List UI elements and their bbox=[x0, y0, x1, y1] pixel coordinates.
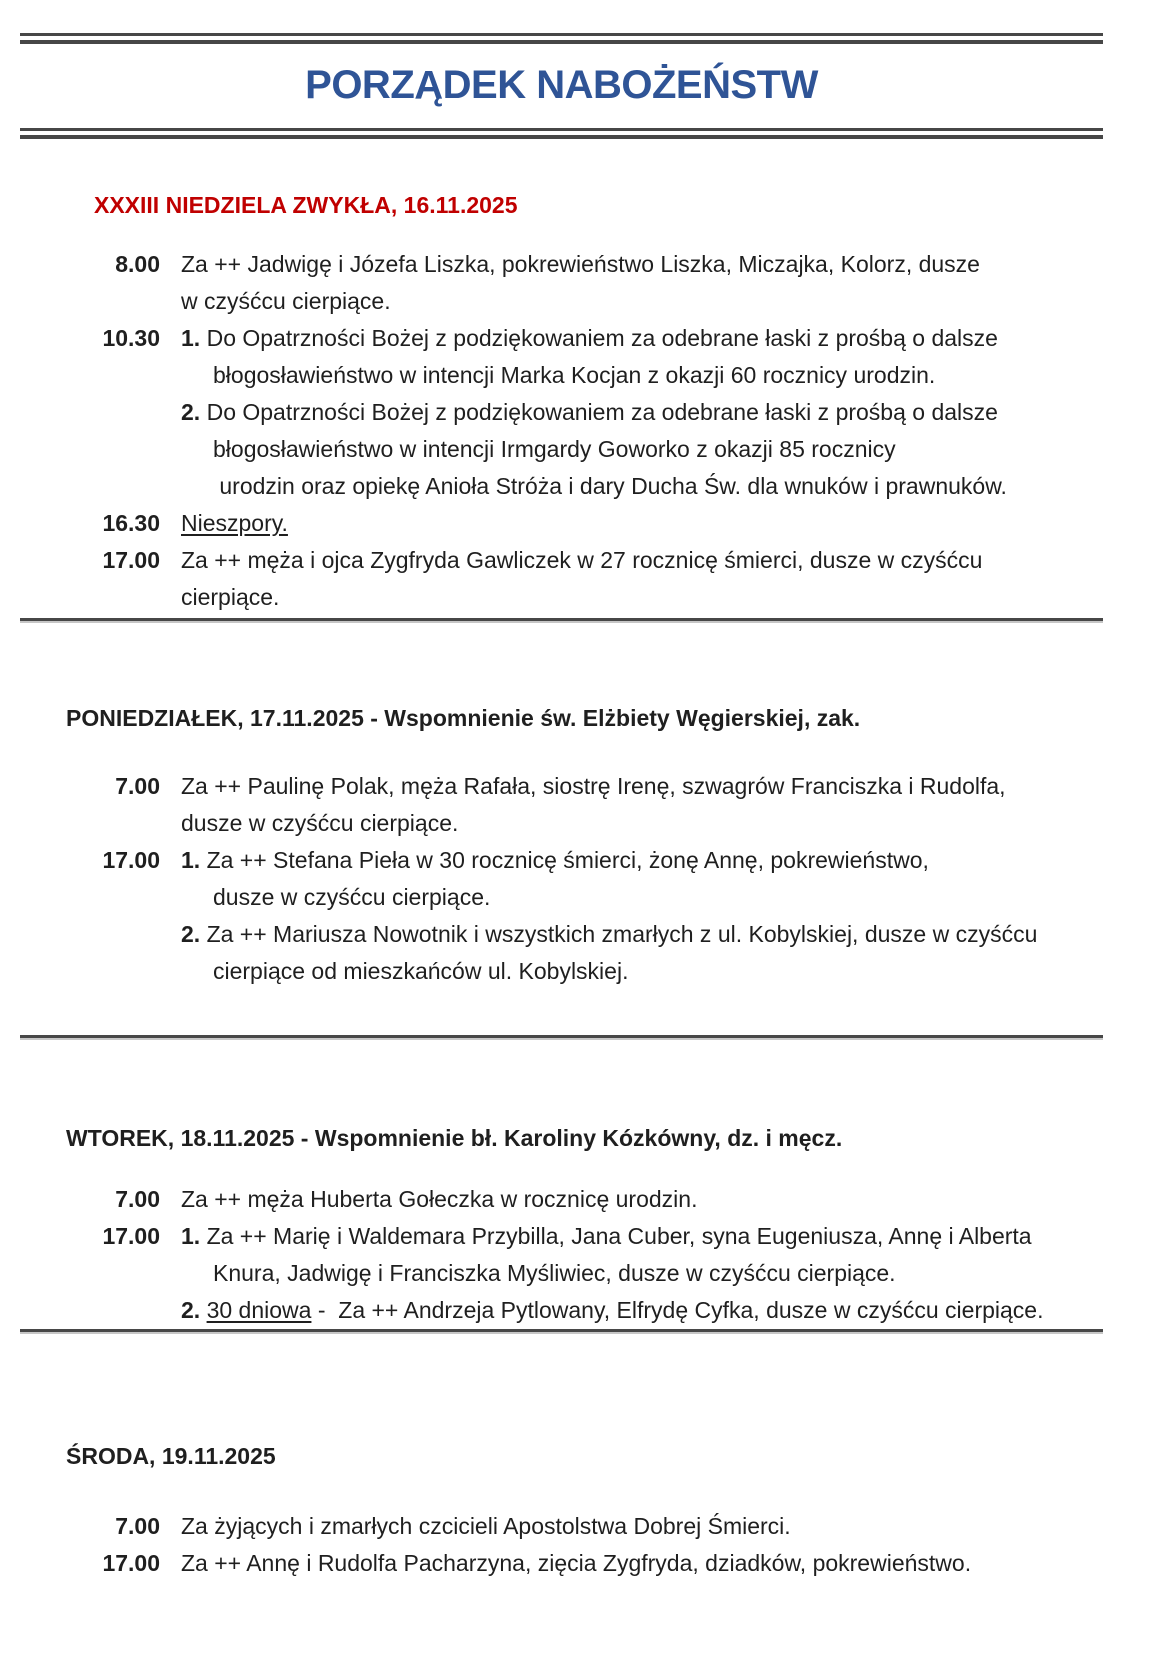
intention-text: Nieszpory. bbox=[181, 510, 288, 536]
mass-time: 17.00 bbox=[102, 547, 160, 573]
mass-entry bbox=[0, 542, 1169, 616]
mass-entry bbox=[0, 1545, 1169, 1582]
intention-text: 1. bbox=[181, 325, 201, 351]
rule-line bbox=[20, 33, 1103, 36]
intention-text: Za ++ Paulinę Polak, męża Rafała, siostrę Irenę, szwagrów Franciszka i Rudolfa, bbox=[181, 773, 1006, 799]
mass-time: 17.00 bbox=[102, 1550, 160, 1576]
mass-entries bbox=[0, 1181, 1169, 1329]
mass-entry bbox=[0, 320, 1169, 505]
intention-line bbox=[213, 468, 1007, 505]
intention-text: dusze w czyśćcu cierpiące. bbox=[181, 810, 459, 836]
mass-entry bbox=[0, 505, 1169, 542]
intention-text: Za żyjących i zmarłych czcicieli Apostolstwa Dobrej Śmierci. bbox=[181, 1513, 791, 1539]
intention-text: Za ++ Jadwigę i Józefa Liszka, pokrewieństwo Liszka, Miczajka, Kolorz, dusze bbox=[181, 251, 980, 277]
day-section bbox=[0, 700, 1169, 1040]
double-rule-bottom bbox=[20, 128, 1103, 139]
intention-text: Do Opatrzności Bożej z podziękowaniem za odebrane łaski z prośbą o dalsze bbox=[200, 399, 998, 425]
intention-text: Za ++ Stefana Pieła w 30 rocznicę śmierci, żonę Annę, pokrewieństwo, bbox=[200, 847, 929, 873]
mass-time: 7.00 bbox=[115, 1186, 160, 1212]
mass-intention bbox=[181, 1545, 971, 1582]
mass-time: 17.00 bbox=[102, 847, 160, 873]
intention-text: Do Opatrzności Bożej z podziękowaniem za odebrane łaski z prośbą o dalsze bbox=[200, 325, 998, 351]
mass-intention bbox=[181, 246, 980, 320]
intention-text: Za ++ Annę i Rudolfa Pacharzyna, zięcia Zygfryda, dziadków, pokrewieństwo. bbox=[181, 1550, 972, 1576]
intention-line bbox=[181, 1545, 971, 1582]
mass-time: 10.30 bbox=[102, 325, 160, 351]
intention-text: urodzin oraz opiekę Anioła Stróża i dary Ducha Św. dla wnuków i prawnuków. bbox=[213, 473, 1007, 499]
mass-intention bbox=[181, 1508, 791, 1545]
section-divider bbox=[20, 1035, 1103, 1040]
day-section bbox=[0, 1120, 1169, 1334]
mass-intention bbox=[181, 842, 1037, 990]
page-title: PORZĄDEK NABOŻEŃSTW bbox=[305, 63, 818, 107]
day-heading: WTOREK, 18.11.2025 - Wspomnienie bł. Karoliny Kózkówny, dz. i męcz. bbox=[66, 1125, 843, 1151]
mass-entry bbox=[0, 1218, 1169, 1329]
double-rule-top bbox=[20, 33, 1103, 44]
mass-entry bbox=[0, 1181, 1169, 1218]
mass-entries bbox=[0, 1508, 1169, 1582]
intention-text: błogosławieństwo w intencji Marka Kocjan z okazji 60 rocznicy urodzin. bbox=[213, 362, 936, 388]
mass-entry bbox=[0, 246, 1169, 320]
intention-text: 1. bbox=[181, 1223, 201, 1249]
mass-time: 17.00 bbox=[102, 1223, 160, 1249]
intention-line bbox=[181, 320, 1007, 357]
intention-text: Za ++ Marię i Waldemara Przybilla, Jana Cuber, syna Eugeniusza, Annę i Alberta bbox=[200, 1223, 1032, 1249]
intention-text: 2. bbox=[181, 399, 201, 425]
day-section bbox=[0, 187, 1169, 623]
mass-intention bbox=[181, 320, 1007, 505]
intention-line bbox=[181, 768, 1006, 805]
mass-entry bbox=[0, 1508, 1169, 1545]
intention-line bbox=[181, 394, 1007, 431]
schedule-sections bbox=[0, 187, 1169, 1582]
intention-line bbox=[213, 431, 1007, 468]
mass-time: 7.00 bbox=[115, 773, 160, 799]
mass-entries bbox=[0, 246, 1169, 616]
mass-time: 16.30 bbox=[102, 510, 160, 536]
intention-text: Za ++ męża i ojca Zygfryda Gawliczek w 27 rocznicę śmierci, dusze w czyśćcu bbox=[181, 547, 983, 573]
intention-line bbox=[213, 879, 1037, 916]
rule-line bbox=[20, 128, 1103, 131]
day-section bbox=[0, 1438, 1169, 1582]
day-heading: ŚRODA, 19.11.2025 bbox=[66, 1443, 276, 1469]
intention-line bbox=[181, 542, 982, 579]
mass-intention bbox=[181, 1181, 697, 1218]
intention-line bbox=[213, 953, 1037, 990]
intention-line bbox=[213, 1255, 1043, 1292]
intention-text: cierpiące od mieszkańców ul. Kobylskiej. bbox=[213, 958, 629, 984]
rule-line bbox=[20, 135, 1103, 139]
intention-text: błogosławieństwo w intencji Irmgardy Goworko z okazji 85 rocznicy bbox=[213, 436, 896, 462]
intention-text: w czyśćcu cierpiące. bbox=[181, 288, 391, 314]
intention-text: Za ++ Mariusza Nowotnik i wszystkich zmarłych z ul. Kobylskiej, dusze w czyśćcu bbox=[200, 921, 1038, 947]
intention-line bbox=[181, 842, 1037, 879]
mass-time: 7.00 bbox=[115, 1513, 160, 1539]
intention-line bbox=[181, 579, 982, 616]
intention-text: 2. bbox=[181, 1297, 201, 1323]
intention-text: 1. bbox=[181, 847, 201, 873]
intention-line bbox=[181, 916, 1037, 953]
rule-line bbox=[20, 40, 1103, 44]
section-divider bbox=[20, 1329, 1103, 1334]
intention-line bbox=[181, 1292, 1043, 1329]
intention-text: 30 dniowa bbox=[206, 1297, 312, 1323]
intention-text: cierpiące. bbox=[181, 584, 280, 610]
mass-intention bbox=[181, 1218, 1043, 1329]
mass-time: 8.00 bbox=[115, 251, 160, 277]
intention-line bbox=[181, 283, 980, 320]
intention-text: - Za ++ Andrzeja Pytlowany, Elfrydę Cyfka, dusze w czyśćcu cierpiące. bbox=[311, 1297, 1044, 1323]
intention-line bbox=[181, 805, 1006, 842]
intention-line bbox=[181, 1508, 791, 1545]
intention-text: 2. bbox=[181, 921, 201, 947]
mass-intention bbox=[181, 542, 982, 616]
mass-intention bbox=[181, 768, 1006, 842]
intention-line bbox=[181, 505, 288, 542]
mass-entry bbox=[0, 842, 1169, 990]
intention-line bbox=[181, 1218, 1043, 1255]
intention-line bbox=[213, 357, 1007, 394]
mass-entry bbox=[0, 768, 1169, 842]
intention-line bbox=[181, 246, 980, 283]
day-heading: PONIEDZIAŁEK, 17.11.2025 - Wspomnienie św. Elżbiety Węgierskiej, zak. bbox=[66, 705, 861, 731]
intention-text: Knura, Jadwigę i Franciszka Myśliwiec, dusze w czyśćcu cierpiące. bbox=[213, 1260, 896, 1286]
intention-text: Za ++ męża Huberta Gołeczka w rocznicę urodzin. bbox=[181, 1186, 698, 1212]
section-divider bbox=[20, 618, 1103, 623]
intention-line bbox=[181, 1181, 697, 1218]
mass-entries bbox=[0, 768, 1169, 990]
day-heading: XXXIII NIEDZIELA ZWYKŁA, 16.11.2025 bbox=[94, 192, 518, 218]
intention-text: dusze w czyśćcu cierpiące. bbox=[213, 884, 491, 910]
mass-intention bbox=[181, 505, 288, 542]
